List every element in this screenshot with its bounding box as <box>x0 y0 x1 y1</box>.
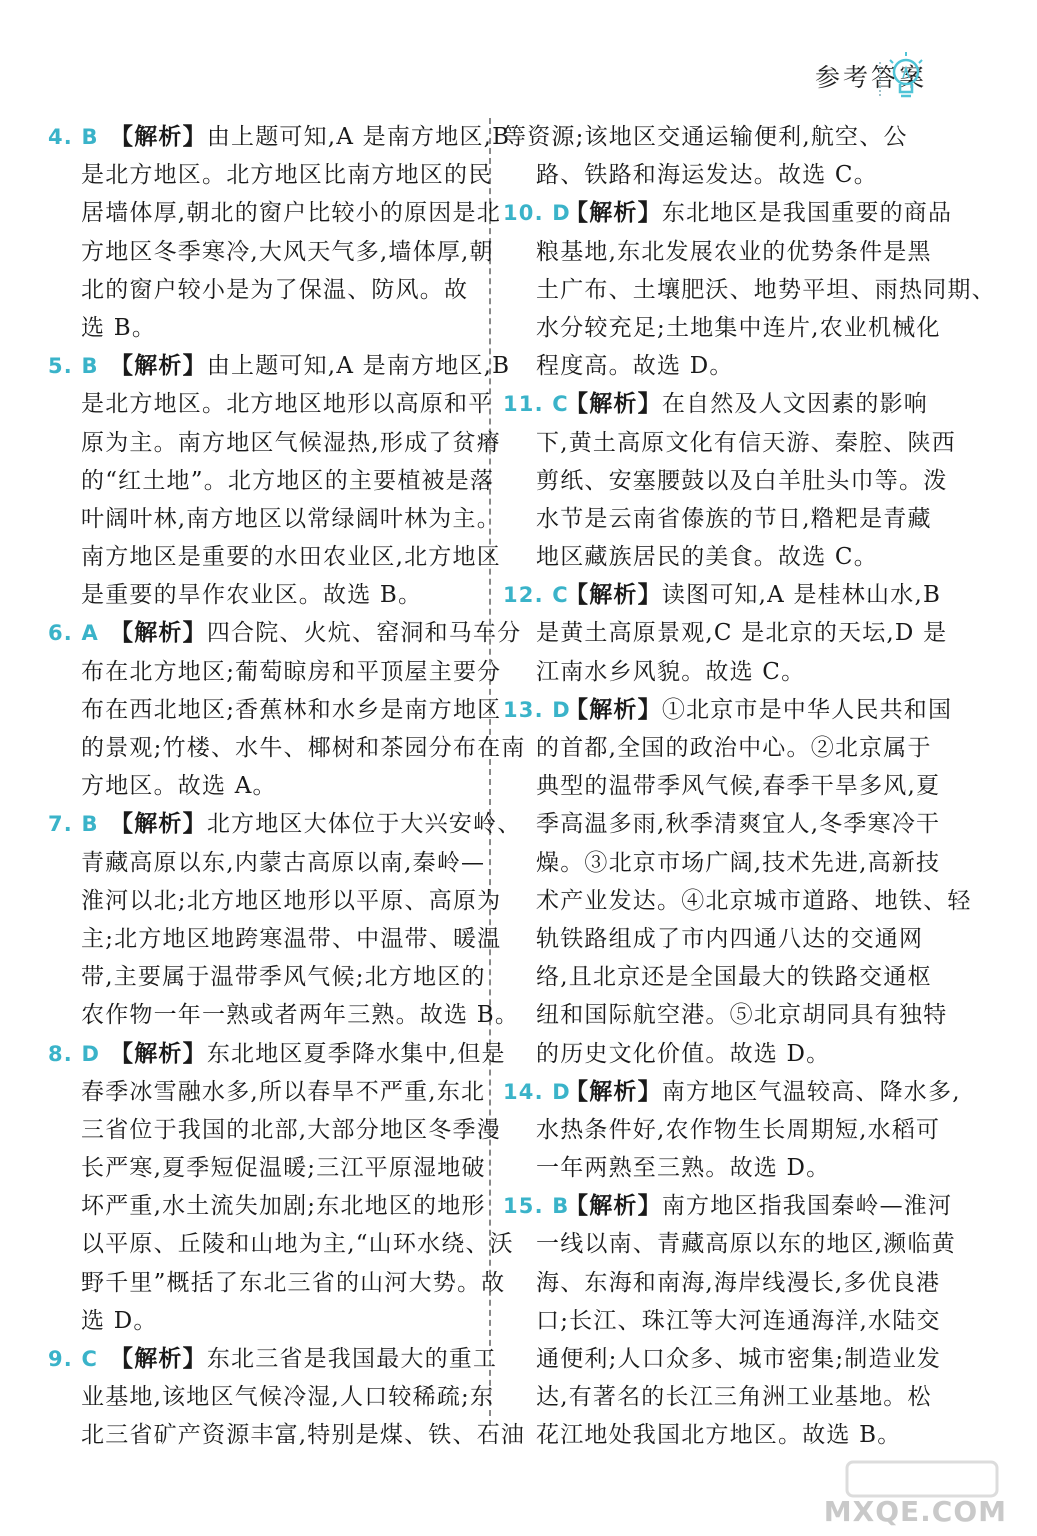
answer-number: 4. B <box>48 125 99 149</box>
answer-number: 11. C <box>503 392 569 417</box>
watermark-text: MXQE.COM <box>823 1495 1007 1528</box>
answer-line <box>48 1149 486 1187</box>
answer-text: 一年两熟至三熟。故选 D。 <box>536 1155 831 1182</box>
answer-number: 14. D <box>503 1079 571 1104</box>
answer-text: 布在西北地区;香蕉林和水乡是南方地区 <box>81 696 502 723</box>
answer-line <box>503 500 932 538</box>
answer-text: 的历史文化价值。故选 D。 <box>536 1040 831 1067</box>
answer-line <box>503 309 941 347</box>
answer-text: 【解析】南方地区气温较高、降水多, <box>565 1077 961 1105</box>
answer-line <box>48 614 522 652</box>
answer-text: 野千里”概括了东北三省的山河大势。故 <box>81 1269 506 1296</box>
answer-line <box>503 1035 928 1073</box>
answer-text: 主;北方地区地跨寒温带、中温带、暖温 <box>81 925 502 952</box>
answer-line <box>503 1340 942 1378</box>
answer-line <box>48 1264 506 1302</box>
answer-line <box>503 424 956 462</box>
answer-text: 带,主要属于温带季风气候;北方地区的 <box>81 964 486 991</box>
answer-line <box>48 347 511 385</box>
answer-text: 北三省矿产资源丰富,特别是煤、铁、石油 <box>81 1422 526 1449</box>
answer-item <box>48 1035 514 1341</box>
answer-line <box>48 691 502 729</box>
answer-text: 路、铁路和海运发达。故选 C。 <box>536 162 878 189</box>
answer-text: 【解析】读图可知,A 是桂林山水,B <box>565 581 942 609</box>
answer-line <box>503 118 928 156</box>
answer-text: 是重要的旱作农业区。故选 B。 <box>81 582 423 609</box>
answer-number: 9. C <box>48 1347 99 1371</box>
answer-item <box>48 805 522 1034</box>
answer-text: 坏严重,水土流失加剧;东北地区的地形 <box>81 1193 486 1220</box>
answer-line <box>48 653 502 691</box>
answer-line <box>48 1416 526 1454</box>
answer-text: 选 B。 <box>81 314 157 341</box>
answer-text: 的“红土地”。北方地区的主要植被是落 <box>81 467 495 494</box>
answer-line <box>503 385 928 423</box>
answer-text: 术产业发达。④北京城市道路、地铁、轻 <box>536 887 972 914</box>
answer-text: 淮河以北;北方地区地形以平原、高原为 <box>81 887 502 914</box>
answer-text: 口;长江、珠江等大河连通海洋,水陆交 <box>536 1307 941 1334</box>
answer-text: 是北方地区。北方地区比南方地区的民 <box>81 162 493 189</box>
answer-text: 【解析】东北地区夏季降水集中,但是 <box>110 1039 506 1067</box>
answer-line <box>48 996 520 1034</box>
answer-item <box>503 576 948 691</box>
answer-line <box>48 882 502 920</box>
answer-number: 13. D <box>503 697 571 722</box>
page-header-title: 参考答案 <box>814 63 927 92</box>
answer-text: 络,且北京还是全国最大的铁路交通枢 <box>536 964 932 991</box>
answer-line <box>48 1225 514 1263</box>
answer-number: 12. C <box>503 583 569 608</box>
answer-line <box>503 691 953 729</box>
answer-text: 以平原、丘陵和山地为主,“山环水绕、沃 <box>81 1231 514 1258</box>
answer-text: 水热条件好,农作物生长周期短,水稻可 <box>536 1116 941 1143</box>
answer-line <box>503 233 932 271</box>
answer-line <box>503 1149 928 1187</box>
answer-text: 剪纸、安塞腰鼓以及白羊肚头巾等。泼 <box>536 467 948 494</box>
answer-line <box>48 385 493 423</box>
answer-line <box>48 576 478 614</box>
answer-number: 10. D <box>503 201 571 226</box>
left-column <box>48 118 526 1455</box>
answer-text: 水分较充足;土地集中连片,农业机械化 <box>536 314 941 341</box>
answer-line <box>48 233 494 271</box>
answer-item <box>503 1073 961 1188</box>
answer-text: 【解析】①北京市是中华人民共和国 <box>565 695 953 723</box>
answer-text: 程度高。故选 D。 <box>536 353 734 380</box>
answer-text: 叶阔叶林,南方地区以常绿阔叶林为主。 <box>81 505 501 532</box>
answer-line <box>503 576 942 614</box>
answer-text: 花江地处我国北方地区。故选 B。 <box>536 1422 902 1449</box>
answer-line <box>48 844 486 882</box>
answer-line <box>48 805 522 843</box>
answer-text: 的景观;竹楼、水牛、椰树和茶园分布在南 <box>81 735 526 761</box>
answer-text: 通便利;人口众多、城市密集;制造业发 <box>536 1346 942 1372</box>
answer-number: 7. B <box>48 812 99 837</box>
answer-line <box>503 1378 932 1416</box>
answer-number: 6. A <box>48 621 99 646</box>
answer-line <box>503 844 941 882</box>
answer-text: 纽和国际航空港。⑤北京胡同具有独特 <box>536 1002 948 1029</box>
answer-item <box>503 691 972 1073</box>
answer-item <box>503 118 928 194</box>
answer-text: 【解析】南方地区指我国秦岭—淮河 <box>565 1192 953 1220</box>
answer-line <box>48 767 478 805</box>
answer-line <box>503 271 996 309</box>
answer-line <box>503 1416 928 1454</box>
answer-text: 土广布、土壤肥沃、地势平坦、雨热同期、 <box>536 276 996 303</box>
answer-line <box>503 1111 941 1149</box>
answer-text: 方地区冬季寒冷,大风天气多,墙体厚,朝 <box>81 238 494 265</box>
answer-line <box>503 614 948 652</box>
answer-text: 下,黄土高原文化有信天游、秦腔、陕西 <box>536 429 956 456</box>
answer-line <box>48 1378 495 1416</box>
answer-text: 【解析】由上题可知,A 是南方地区,B <box>110 123 511 150</box>
answer-number: 5. B <box>48 354 99 379</box>
answer-text: 青藏高原以东,内蒙古高原以南,秦岭— <box>81 849 486 876</box>
answer-text: 选 D。 <box>81 1307 158 1334</box>
answer-number: 8. D <box>48 1041 101 1066</box>
answer-text: 地区藏族居民的美食。故选 C。 <box>536 544 878 571</box>
answer-line <box>48 958 486 996</box>
header-divider <box>879 62 882 96</box>
lightbulb-icon <box>885 48 927 106</box>
answer-text: 等资源;该地区交通运输便利,航空、公 <box>503 124 908 150</box>
answer-line <box>503 767 941 805</box>
answer-text: 长严寒,夏季短促温暖;三江平原湿地破 <box>81 1155 486 1182</box>
answer-text: 水节是云南省傣族的节日,糌粑是青藏 <box>536 505 932 532</box>
answer-text: 原为主。南方地区气候湿热,形成了贫瘠 <box>81 429 501 456</box>
answer-line <box>48 1073 486 1111</box>
answer-line <box>48 1340 498 1378</box>
answer-line <box>503 194 953 232</box>
answer-line <box>48 462 495 500</box>
answer-line <box>503 996 948 1034</box>
answer-line <box>503 156 928 194</box>
answer-text: 方地区。故选 A。 <box>81 773 277 800</box>
answer-line <box>48 118 511 156</box>
answer-line <box>48 1035 506 1073</box>
answer-text: 布在北方地区;葡萄晾房和平顶屋主要分 <box>81 658 502 685</box>
answer-text: 三省位于我国的北部,大部分地区冬季漫 <box>81 1116 501 1143</box>
answer-line <box>503 1225 956 1263</box>
answer-text: 季高温多雨,秋季清爽宜人,冬季寒冷干 <box>536 811 941 838</box>
answer-line <box>48 538 501 576</box>
answer-text: 南方地区是重要的水田农业区,北方地区 <box>81 544 501 571</box>
answer-number: 15. B <box>503 1194 570 1219</box>
answer-item <box>48 1340 526 1455</box>
answer-line <box>48 194 501 232</box>
answer-text: 是黄土高原景观,C 是北京的天坛,D 是 <box>536 620 948 647</box>
answer-line <box>503 347 928 385</box>
answer-item <box>48 347 511 614</box>
answer-line <box>503 958 932 996</box>
answer-text: 【解析】四合院、火炕、窑洞和马车分 <box>110 619 522 647</box>
answer-line <box>503 538 928 576</box>
answer-line <box>503 462 948 500</box>
answer-line <box>48 424 501 462</box>
answer-text: 【解析】东北三省是我国最大的重工 <box>110 1345 498 1372</box>
answer-item <box>48 118 511 347</box>
answer-line <box>48 309 478 347</box>
answer-line <box>48 156 493 194</box>
answer-text: 业基地,该地区气候冷湿,人口较稀疏;东 <box>81 1384 495 1411</box>
answer-line <box>48 500 501 538</box>
answer-line <box>48 1187 486 1225</box>
answer-line <box>48 729 526 767</box>
answer-text: 是北方地区。北方地区地形以高原和平 <box>81 391 493 418</box>
answer-text: 【解析】在自然及人文因素的影响 <box>565 390 929 418</box>
right-column <box>503 118 996 1455</box>
answer-line <box>48 1111 501 1149</box>
answer-text: 春季冰雪融水多,所以春旱不严重,东北 <box>81 1078 486 1105</box>
answer-line <box>503 729 932 767</box>
answer-text: 海、东海和南海,海岸线漫长,多优良港 <box>536 1269 941 1296</box>
answer-text: 达,有著名的长江三角洲工业基地。松 <box>536 1384 932 1411</box>
answer-line <box>503 1302 941 1340</box>
answer-line <box>48 271 478 309</box>
answer-text: 江南水乡风貌。故选 C。 <box>536 658 806 685</box>
answer-item <box>503 194 996 385</box>
answer-text: 居墙体厚,朝北的窗户比较小的原因是北 <box>81 200 501 227</box>
answer-line <box>503 1187 953 1225</box>
answer-text: 一线以南、青藏高原以东的地区,濒临黄 <box>536 1231 956 1258</box>
answer-line <box>503 882 972 920</box>
answer-text: 农作物一年一熟或者两年三熟。故选 B。 <box>81 1002 520 1029</box>
answer-line <box>503 1264 941 1302</box>
answer-item <box>48 614 526 805</box>
answer-item <box>503 385 956 576</box>
answer-line <box>48 920 502 958</box>
answer-line <box>503 920 928 958</box>
answer-text: 轨铁路组成了市内四通八达的交通网 <box>536 925 924 952</box>
answer-text: 【解析】由上题可知,A 是南方地区,B <box>110 352 511 380</box>
answer-text: 粮基地,东北发展农业的优势条件是黑 <box>536 238 932 265</box>
answer-text: 【解析】北方地区大体位于大兴安岭、 <box>110 810 522 838</box>
answer-line <box>503 805 941 843</box>
answer-line <box>48 1302 478 1340</box>
answer-text: 的首都,全国的政治中心。②北京属于 <box>536 735 932 761</box>
answer-text: 典型的温带季风气候,春季干旱多风,夏 <box>536 773 941 800</box>
answer-item <box>503 1187 956 1454</box>
answer-text: 北的窗户较小是为了保温、防风。故 <box>81 276 469 303</box>
answer-line <box>503 1073 961 1111</box>
answer-text: 【解析】东北地区是我国重要的商品 <box>565 199 953 227</box>
answer-text: 燥。③北京市场广阔,技术先进,高新技 <box>536 849 941 876</box>
answer-line <box>503 653 928 691</box>
